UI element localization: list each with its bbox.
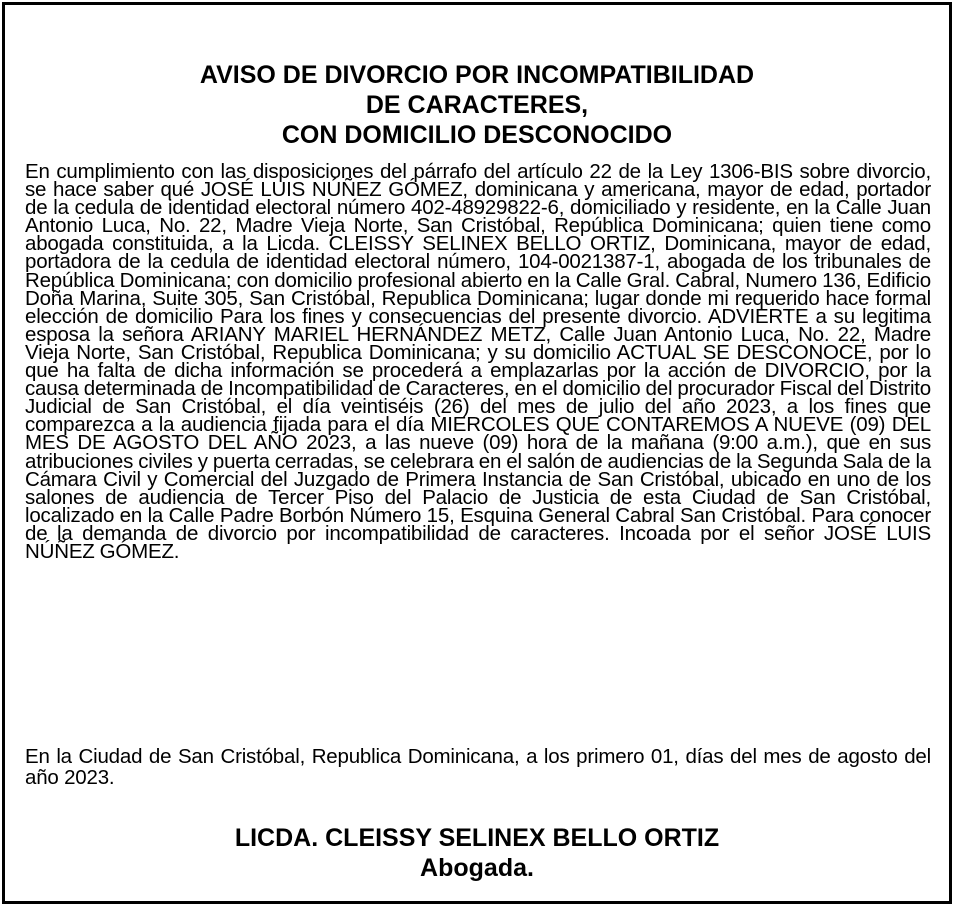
title-line-2: DE CARACTERES, — [365, 91, 589, 119]
notice-title — [5, 60, 949, 150]
signature-name: LICDA. CLEISSY SELINEX BELLO ORTIZ — [234, 824, 720, 852]
notice-body: En cumplimiento con las disposiciones del párrafo del artículo 22 de la Ley 1306-BIS sobre divorcio, se hace saber qué JOSÉ LUIS NÚÑEZ GÓMEZ, dominicana y americana, mayor de edad, portador de la cedula de identidad electoral número 402-48929822-6, domiciliado y residente, en la Calle Juan Antonio Luca, No. 22, Madre Vieja Norte, San Cristóbal, República Dominicana; quien tiene como abogada constituida, a la Licda. CLEISSY SELINEX BELLO ORTIZ, Dominicana, mayor de edad, portadora de la cedula de identidad electoral número, 104-0021387-1, abogada de los tribunales de República Dominicana; con domicilio profesional abierto en la Calle Gral. Cabral, Numero 136, Edificio Doña Marina, Suite 305, San Cristóbal, Republica Dominicana; lugar donde mi requerido hace formal elección de domicilio Para los fines y consecuencias del presente divorcio. ADVIERTE a su legitima esposa la señora ARIANY MARIEL HERNÁNDEZ METZ, Calle Juan Antonio Luca, No. 22, Madre Vieja Norte, San Cristóbal, Republica Dominicana; y su domicilio ACTUAL SE DESCONOCE, por lo que ha falta de dicha información se procederá a emplazarlas por la acción de DIVORCIO, por la causa determinada de Incompatibilidad de Caracteres, en el domicilio del procurador Fiscal del Distrito Judicial de San Cristóbal, el día veintiséis (26) del mes de julio del año 2023, a los fines que comparezca a la audiencia fijada para el día MIERCOLES QUE CONTAREMOS A NUEVE (09) DEL MES DE AGOSTO DEL AÑO 2023, a las nueve (09) hora de la mañana (9:00 a.m.), que en sus atribuciones civiles y puerta cerradas, se celebrara en el salón de audiencias de la Segunda Sala de la Cámara Civil y Comercial del Juzgado de Primera Instancia de San Cristóbal, ubicado en uno de los salones de audiencia de Tercer Piso del Palacio de Justicia de esta Ciudad de San Cristóbal, localizado en la Calle Padre Borbón Número 15, Esquina General Cabral San Cristóbal. Para conocer de la demanda de divorcio por incompatibilidad de caracteres. Incoada por el señor JOSÉ LUIS NÚÑEZ GÓMEZ. — [25, 160, 931, 563]
signature-role: Abogada. — [420, 854, 534, 882]
title-line-1: AVISO DE DIVORCIO POR INCOMPATIBILIDAD — [199, 61, 755, 89]
signature-block — [5, 823, 949, 883]
notice-closing: En la Ciudad de San Cristóbal, Republica Dominicana, a los primero 01, días del mes de agosto del año 2023. — [25, 745, 931, 789]
notice-frame — [2, 2, 952, 904]
title-line-3: CON DOMICILIO DESCONOCIDO — [281, 121, 673, 149]
